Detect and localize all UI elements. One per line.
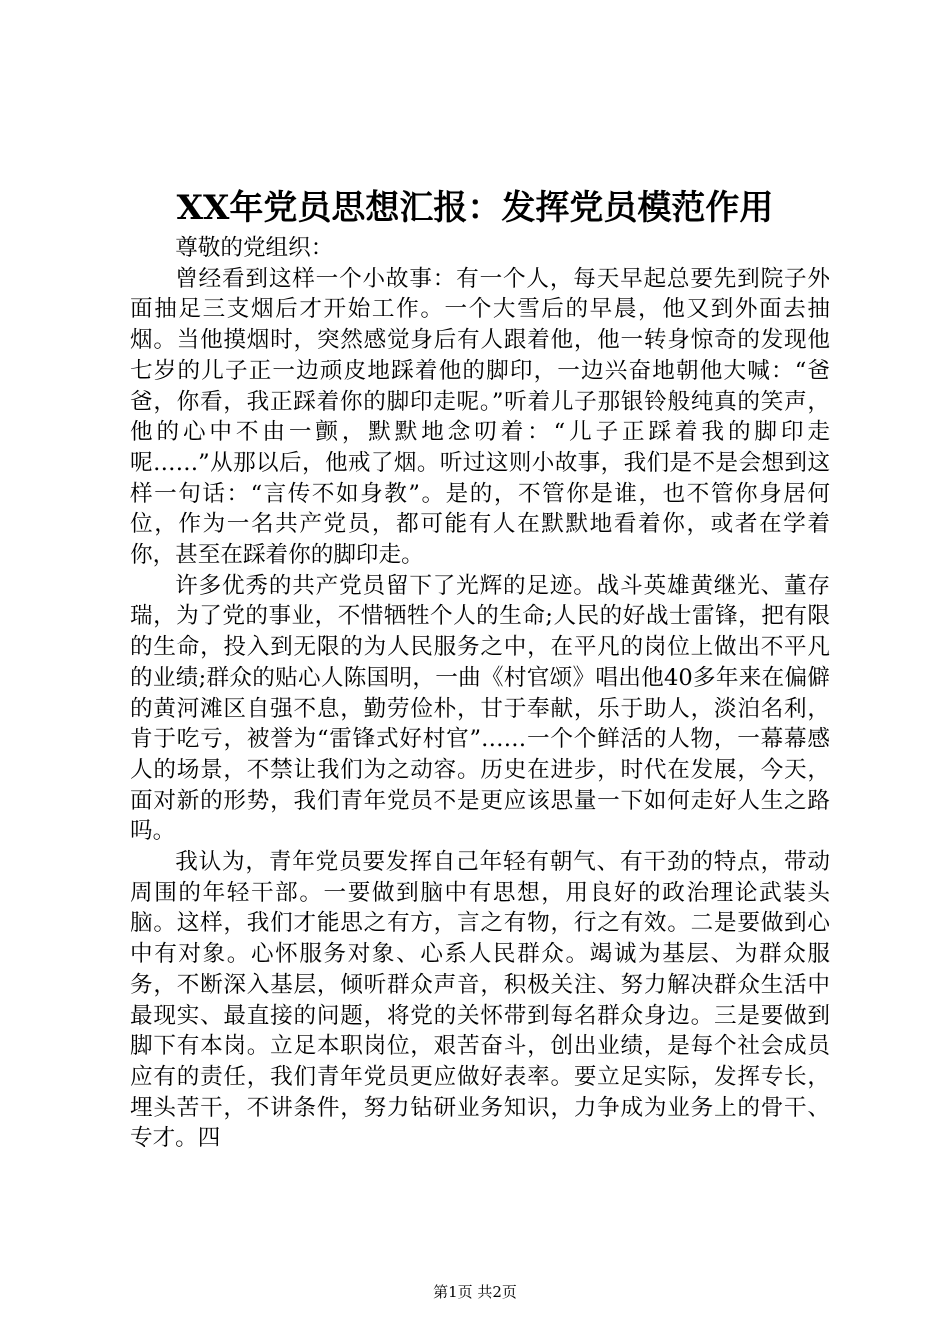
paragraph-3: 我认为，青年党员要发挥自己年轻有朝气、有干劲的特点，带动周围的年轻干部。一要做到脑中有思想，用良好的政治理论武装头脑。这样，我们才能思之有方，言之有物，行之有效。二是要做到心中有对象。心怀服务对象、心系人民群众。竭诚为基层、为群众服务，不断深入基层，倾听群众声音，积极关注、努力解决群众生活中最现实、最直接的问题，将党的关怀带到每名群众身边。三是要做到脚下有本岗。立足本职岗位，艰苦奋斗，创出业绩，是每个社会成员应有的责任，我们青年党员更应做好表率。要立足实际，发挥专长，埋头苦干，不讲条件，努力钻研业务知识，力争成为业务上的骨干、专才。四 [130,849,830,1152]
paragraph-2: 许多优秀的共产党员留下了光辉的足迹。战斗英雄黄继光、董存瑞，为了党的事业，不惜牺牲个人的生命;人民的好战士雷锋，把有限的生命，投入到无限的为人民服务之中，在平凡的岗位上做出不平凡的业绩;群众的贴心人陈国明，一曲《村官颂》唱出他40多年来在偏僻的黄河滩区自强不息，勤劳俭朴，甘于奉献，乐于助人，淡泊名利，肯于吃亏，被誉为“雷锋式好村官”……一个个鲜活的人物，一幕幕感人的场景，不禁让我们为之动容。历史在进步，时代在发展，今天，面对新的形势，我们青年党员不是更应该思量一下如何走好人生之路吗。 [130,572,830,845]
document-body [130,233,830,1154]
salutation: 尊敬的党组织： [175,235,334,261]
page-footer: 第1页 共2页 [433,1283,517,1301]
document-title: XX年党员思想汇报：发挥党员模范作用 [176,188,774,228]
paragraph-1: 曾经看到这样一个小故事：有一个人，每天早起总要先到院子外面抽足三支烟后才开始工作。一个大雪后的早晨，他又到外面去抽烟。当他摸烟时，突然感觉身后有人跟着他，他一转身惊奇的发现他七岁的儿子正一边顽皮地踩着他的脚印，一边兴奋地朝他大喊：“爸爸，你看，我正踩着你的脚印走呢。”听着儿子那银铃般纯真的笑声，他的心中不由一颤，默默地念叨着：“儿子正踩着我的脚印走呢……”从那以后，他戒了烟。听过这则小故事，我们是不是会想到这样一句话：“言传不如身教”。是的，不管你是谁，也不管你身居何位，作为一名共产党员，都可能有人在默默地看着你，或者在学着你，甚至在踩着你的脚印走。 [130,265,830,569]
